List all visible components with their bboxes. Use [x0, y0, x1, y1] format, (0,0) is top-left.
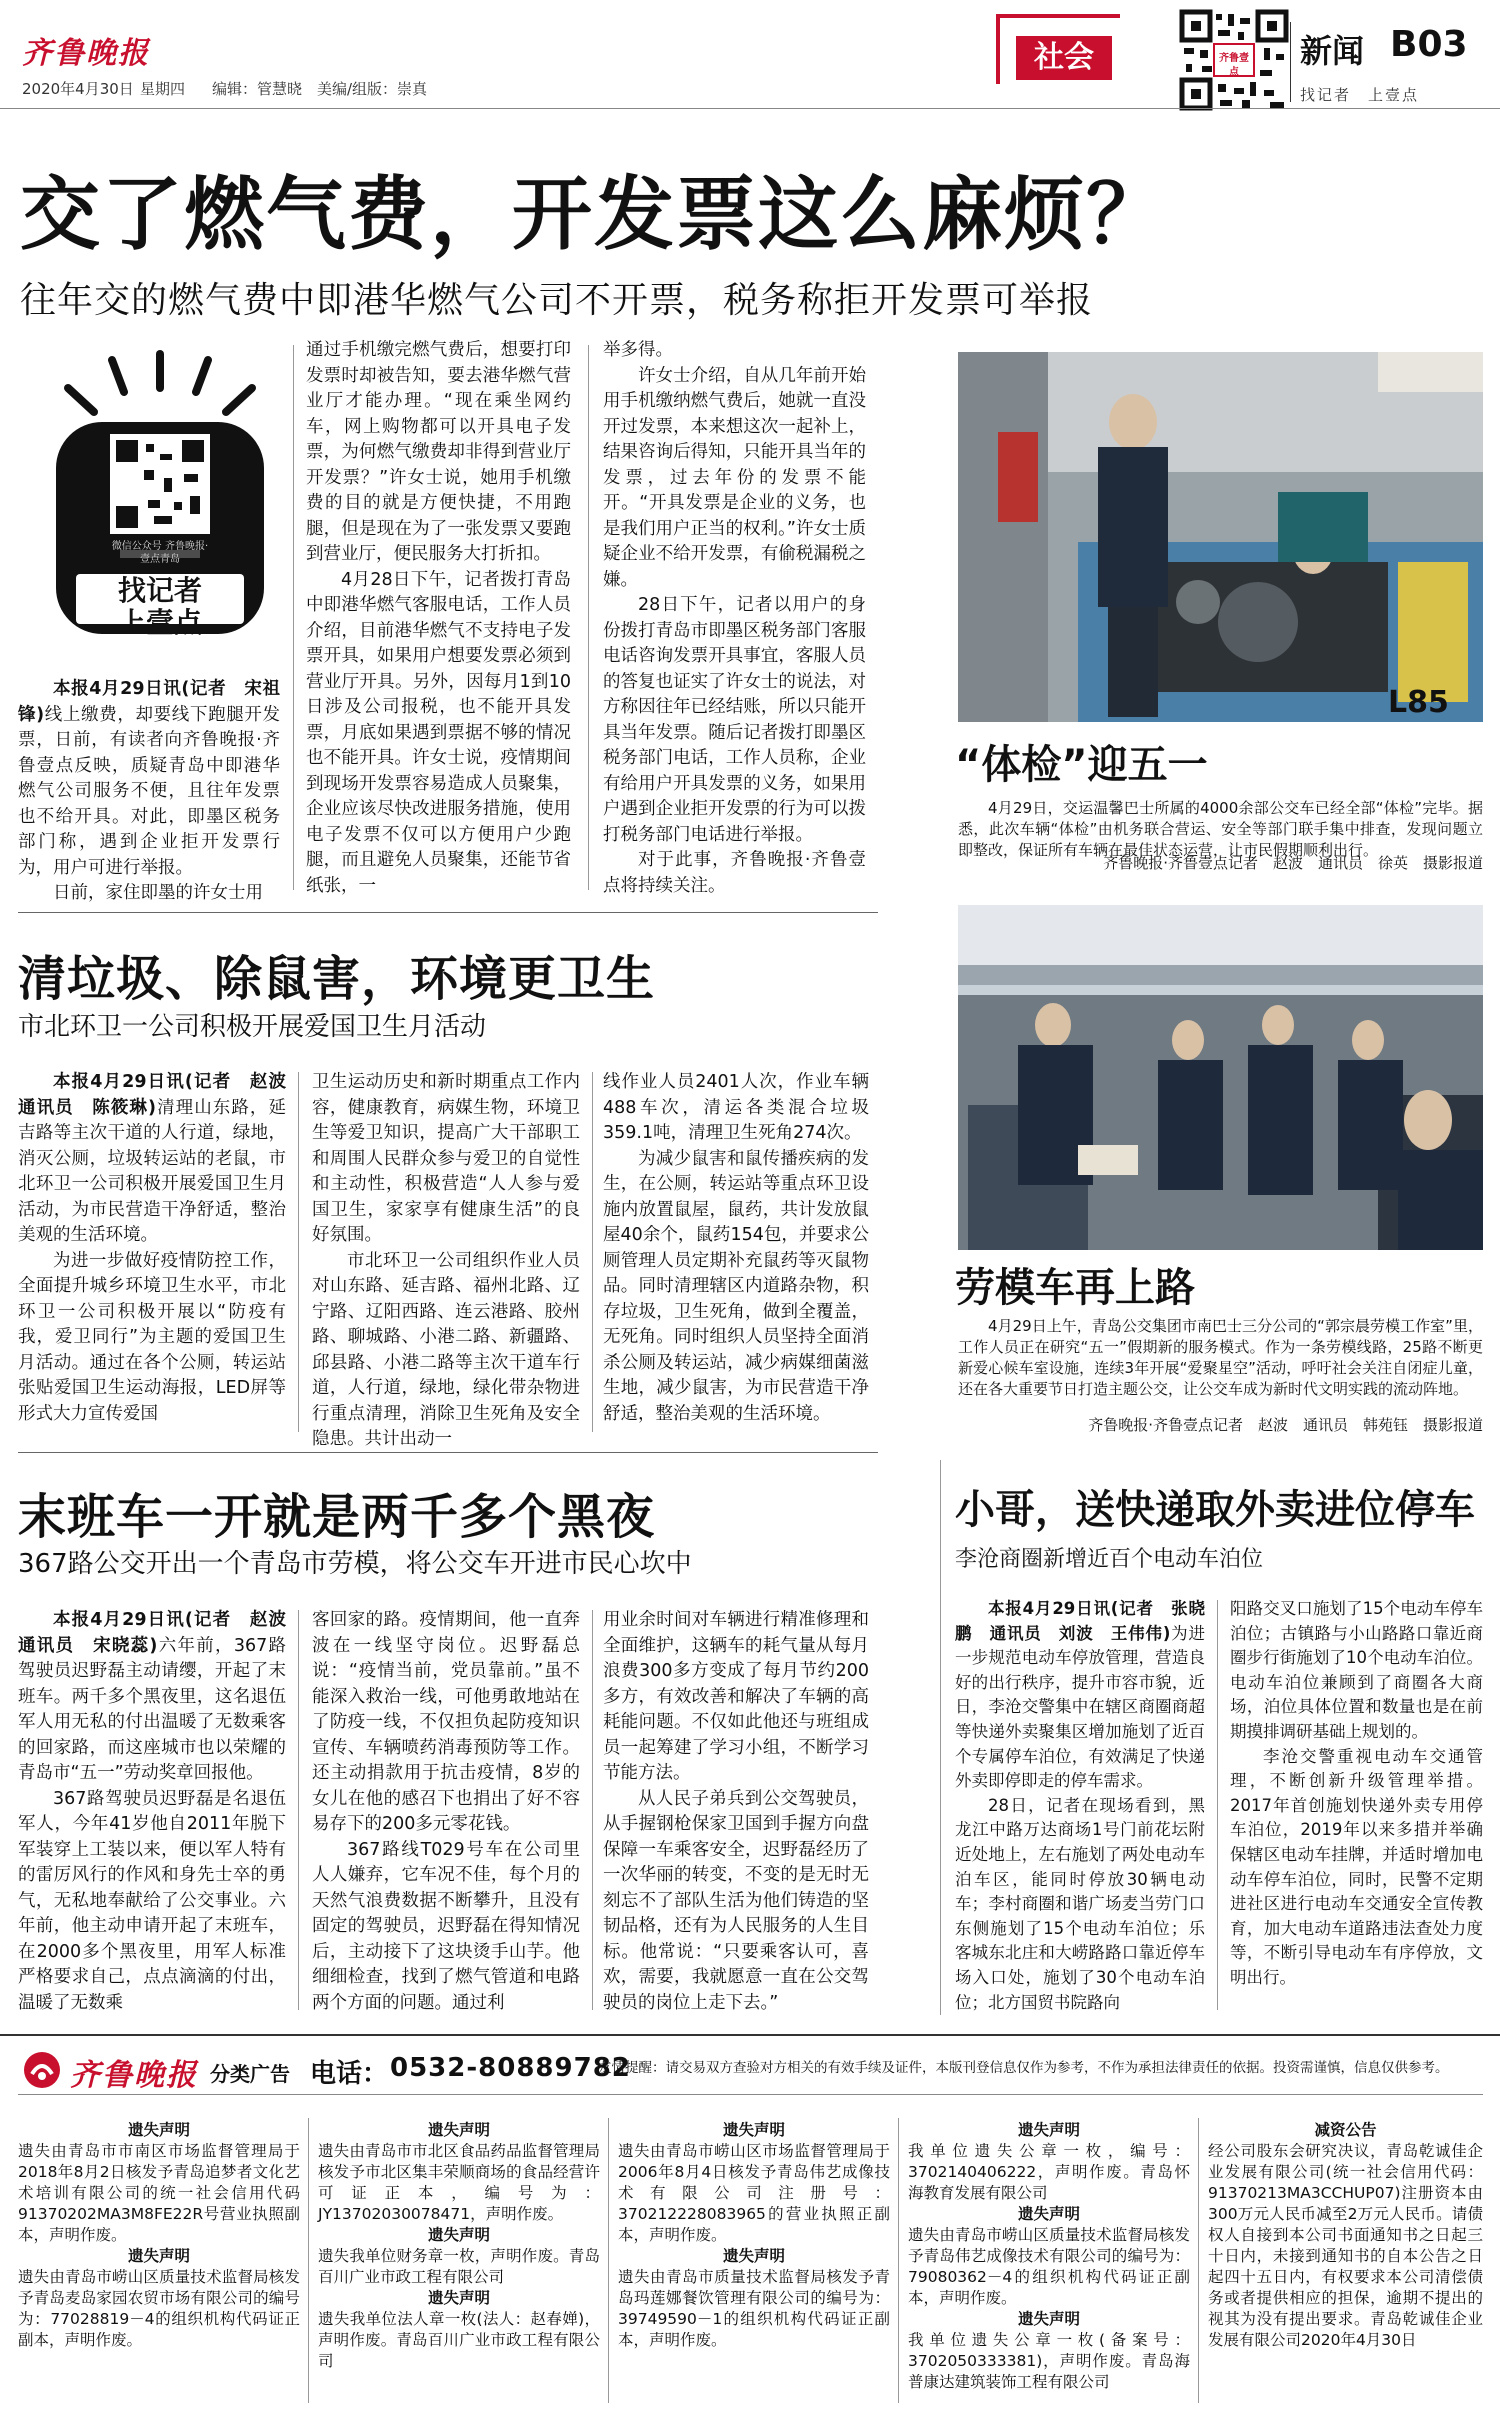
article2-col1-body: 清理山东路，延吉路等主次干道的人行道，绿地，消灭公厕，垃圾转运站的老鼠，市北环卫一公司积极开展爱国卫生月活动，为市民营造干净舒适，整治美观的生活环境。 — [18, 1097, 286, 1245]
qr-badge-line1: 找记者 — [117, 574, 202, 607]
article4-lead: 本报4月29日讯(记者 张晓鹏 通讯员 刘波 王伟伟) — [955, 1599, 1205, 1643]
ad-text: 遗失我单位法人章一枚(法人：赵春婵)，声明作废。青岛百川广业市政工程有限公司 — [318, 2310, 600, 2370]
article3-col1-body: 六年前，367路驾驶员迟野磊主动请缨，开起了末班车。两千多个黑夜里，这名退伍军人用无私的付出温暖了无数乘客的回家路，而这座城市也以荣耀的青岛市“五一”劳动奖章回报他。 — [18, 1635, 286, 1783]
article3-lead: 本报4月29日讯(记者 赵波 通讯员 宋晓蕊) — [18, 1610, 304, 1656]
section-tag: 社会 — [1016, 36, 1112, 80]
ads-disclaimer: 友情提醒：请交易双方查验对方相关的有效手续及证件，本版刊登信息仅作为参考，不作为承担法律责任的依据。投资需谨慎，信息仅供参考。 — [598, 2060, 1449, 2076]
article1-col3-p2: 28日下午，记者以用户的身份拨打青岛市即墨区税务部门客服电话咨询发票开具事宜，客服人员的答复也证实了许女士的说法，对方称因往年已经结账，所以只能开具当年发票。随后记者拨打即墨区税务部门电话，工作人员称，企业有给用户开具发票的义务，如果用户遇到企业拒开发票的行为可以拨打税务部门电话进行举报。 — [603, 595, 866, 845]
ads-header-rule — [18, 2094, 1483, 2095]
article2-lead: 本报4月29日讯(记者 赵波 通讯员 陈筱琳) — [18, 1072, 304, 1118]
ad-text: 我单位遗失公章一枚，编号：3702140406222，声明作废。青岛怀海教育发展有限公司 — [908, 2142, 1190, 2202]
ad-text: 遗失由青岛市市北区食品药品监督管理局核发予市北区集丰荣顺商场的食品经营许可证正本，编号为：JY13702030078471，声明作废。 — [318, 2142, 600, 2223]
article2-col3-p1: 为减少鼠害和鼠传播疾病的发生，在公厕，转运站等重点环卫设施内放置鼠屋，鼠药，共计发放鼠屋40余个，鼠药154包，并要求公厕管理人员定期补充鼠药等灭鼠物品。同时清理辖区内道路杂物，积存垃圾，卫生死角，做到全覆盖，无死角。同时组织人员坚持全面消杀公厕及转运站，减少病媒细菌滋生地，减少鼠害，为市民营造干净舒适，整治美观的生活环境。 — [603, 1148, 869, 1424]
photo1-title: “体检”迎五一 — [955, 742, 1208, 788]
ad-heading: 遗失声明 — [1017, 2310, 1080, 2328]
qr-badge — [40, 350, 280, 650]
issue-date: 2020年4月30日 — [22, 80, 134, 98]
article2-col2-p1: 卫生运动历史和新时期重点工作内容，健康教育，病媒生物，环境卫生等爱卫知识，提高广大干部职工和周围人民群众参与爱卫的自觉性和主动性，积极营造“人人参与爱国卫生，家家享有健康生活”的良好氛围。 — [312, 1072, 580, 1245]
article1-col-divider-1 — [293, 345, 294, 890]
article1-bottom-rule — [18, 912, 878, 913]
ads-column-2 — [318, 2120, 600, 2372]
photo2-title: 劳模车再上路 — [955, 1265, 1195, 1311]
ads-divider-4 — [1198, 2118, 1199, 2403]
ad-text: 遗失我单位财务章一枚，声明作废。青岛百川广业市政工程有限公司 — [318, 2247, 600, 2286]
page-vertical-divider — [940, 1460, 941, 2015]
article4-subhead: 李沧商圈新增近百个电动车泊位 — [955, 1547, 1264, 1572]
article3-column-3 — [603, 1608, 869, 2014]
article3-col-divider-2 — [592, 1610, 593, 2010]
article4-column-1 — [955, 1597, 1205, 2015]
article3-col2-p1: 客回家的路。疫情期间，他一直奔波在一线坚守岗位。迟野磊总说：“疫情当前，党员靠前。”虽不能深入救治一线，可他勇敢地站在了防疫一线，不仅担负起防疫知识宣传、车辆喷药消毒预防等工作。还主动捐款用于抗击疫情，8岁的女儿在他的感召下也捐出了好不容易存下的200多元零花钱。 — [312, 1610, 580, 1834]
ad-heading: 遗失声明 — [722, 2121, 785, 2139]
ads-phone-label: 电话： — [310, 2059, 389, 2089]
page-number: B03 — [1390, 24, 1468, 65]
article1-col2-p1: 通过手机缴完燃气费后，想要打印发票时却被告知，要去港华燃气营业厅才能办理。“现在乘坐网约车，网上购物都可以开具电子发票，为何燃气缴费却非得到营业厅开发票？”许女士说，她用手机缴费的目的就是方便快捷，不用跑腿，但是现在为了一张发票又要跑到营业厅，便民服务大打折扣。 — [306, 340, 571, 564]
article4-col2-p2: 李沧交警重视电动车交通管理，不断创新升级管理举措。2017年首创施划快递外卖专用停车泊位，2019年以来多措并举确保辖区电动车挂牌，并适时增加电动车停车泊位，同时，民警不定期进社区进行电动车交通安全宣传教育，加大电动车道路违法查处力度等，不断引导电动车有序停放，文明出行。 — [1230, 1746, 1483, 1987]
article1-headline: 交了燃气费，开发票这么麻烦？ — [20, 168, 1168, 261]
article1-col-divider-2 — [588, 345, 589, 890]
article3-col3-p1: 用业余时间对车辆进行精准修理和全面维护，这辆车的耗气量从每月浪费300多方变成了每月节约200多方，有效改善和解决了车辆的高耗能问题。不仅如此他还与班组成员一起筹建了学习小组，不断学习节能方法。 — [603, 1610, 869, 1783]
article4-headline: 小哥，送快递取外卖进位停车 — [955, 1487, 1475, 1533]
article2-column-2 — [312, 1070, 580, 1449]
article3-column-1 — [18, 1608, 304, 2014]
article2-col1-p2: 为进一步做好疫情防控工作，全面提升城乡环境卫生水平，市北环卫一公司积极开展以“防疫有我，爱卫同行”为主题的爱国卫生月活动。通过在各个公厕，转运站张贴爱国卫生运动海报，LED屏等形式大力宣传爱国 — [18, 1250, 286, 1424]
newspaper-logo: 齐鲁晚报 — [22, 36, 150, 71]
qr-center-label: 齐鲁壹点 — [1219, 53, 1249, 78]
ads-top-rule — [0, 2034, 1500, 2036]
ads-divider-3 — [898, 2118, 899, 2403]
ad-heading: 遗失声明 — [1017, 2205, 1080, 2223]
article3-headline: 末班车一开就是两千多个黑夜 — [18, 1489, 656, 1545]
photo-bus-inspection — [958, 352, 1483, 722]
article3-col1-p2: 367路驾驶员迟野磊是名退伍军人，今年41岁他自2011年脱下军装穿上工装以来，便以军人特有的雷厉风行的作风和身先士卒的勇气，无私地奉献给了公交事业。六年前，他主动申请开起了末班车，在2000多个黑夜里，用军人标准严格要求自己，点点滴滴的付出，温暖了无数乘 — [18, 1788, 286, 2013]
masthead-qr-code — [1180, 10, 1288, 110]
article3-col2-p2: 367路线T029号车在公司里人人嫌弃，它车况不佳，每个月的天然气浪费数据不断攀升，且没有固定的驾驶员，迟野磊在得知情况后，主动接下了这块烫手山芋。他细细检查，找到了燃气管道和电路两个方面的问题。通过利 — [312, 1839, 580, 2013]
article1-col3-p3: 对于此事，齐鲁晚报·齐鲁壹点将持续关注。 — [603, 850, 866, 896]
ads-section-label: 分类广告 — [210, 2062, 290, 2086]
article3-col-divider-1 — [298, 1610, 299, 2010]
article1-column-3 — [603, 338, 866, 896]
ads-brand-logo: 齐鲁晚报 — [70, 2058, 198, 2093]
article1-col1-tail: 日前，家住即墨的许女士用 — [53, 883, 263, 903]
qr-badge-line2: 上壹点 — [117, 606, 202, 639]
ad-text: 遗失由青岛市崂山区市场监督管理局于2006年8月4日核发予青岛伟艺成像技术有限公司注册号：370212228083965的营业执照正副本，声明作废。 — [618, 2142, 890, 2244]
photo1-credit: 齐鲁晚报·齐鲁壹点记者 赵波 通讯员 徐英 摄影报道 — [1103, 854, 1483, 872]
ad-text: 我单位遗失公章一枚(备案号：3702050333381)，声明作废。青岛海普康达建筑装饰工程有限公司 — [908, 2331, 1190, 2391]
ads-divider-1 — [308, 2118, 309, 2403]
photo1-bus-plate: L85 — [1388, 685, 1449, 720]
article2-bottom-rule — [18, 1452, 878, 1453]
article4-col1-body: 为进一步规范电动车停放管理，营造良好的出行秩序，提升市容市貌，近日，李沧交警集中在辖区商圈商超等快递外卖聚集区增加施划了近百个专属停车泊位，有效满足了快递外卖即停即走的停车需求。 — [955, 1623, 1205, 1791]
article3-col3-p2: 从人民子弟兵到公交驾驶员，从手握钢枪保家卫国到手握方向盘保障一车乘客安全，迟野磊经历了一次华丽的转变，不变的是无时无刻忘不了部队生活为他们铸造的坚韧品格，还有为人民服务的人生目标。他常说：“只要乘客认可，喜欢，需要，我就愿意一直在公交驾驶员的岗位上走下去。” — [603, 1788, 869, 2013]
ad-heading: 遗失声明 — [427, 2121, 490, 2139]
masthead-slogan: 找记者 上壹点 — [1300, 86, 1420, 104]
article1-col1-body: 线上缴费，却要线下跑腿开发票，日前，有读者向齐鲁晚报·齐鲁壹点反映，质疑青岛中即港华燃气公司服务不便，且往年发票也不给开具。对此，即墨区税务部门称，遇到企业拒开发票行为，用户可进行举报。 — [18, 704, 281, 878]
article2-col2-p2: 市北环卫一公司组织作业人员对山东路、延吉路、福州北路、辽宁路、辽阳西路、连云港路、胶州路、聊城路、小港二路、新疆路、邱县路、小港二路等主次干道车行道，人行道，绿地，绿化带杂物进行重点清理，消除卫生死角及安全隐患。共计出动一 — [312, 1250, 580, 1449]
ad-heading: 减资公告 — [1314, 2121, 1377, 2139]
ads-phone-number: 0532-80889782 — [390, 2053, 631, 2083]
article2-col-divider-1 — [298, 1072, 299, 1432]
ad-text: 经公司股东会研究决议，青岛乾诚佳企业发展有限公司(统一社会信用代码：91370213MA3CCHUP07)注册资本由300万元人民币减至2万元人民币。请债权人自接到本公司书面通知书之日起三十日内，未接到通知书的自本公告之日起四十五日内，有权要求本公司清偿债务或者提供相应的担保，逾期不提出的视其为没有提出要求。青岛乾诚佳企业发展有限公司2020年4月30日 — [1208, 2142, 1483, 2349]
ads-column-4 — [908, 2120, 1190, 2393]
ad-heading: 遗失声明 — [127, 2121, 190, 2139]
article1-column-1 — [18, 677, 281, 903]
ad-text: 遗失由青岛市崂山区质量技术监督局核发予青岛麦岛家园农贸市场有限公司的编号为：77028819－4的组织机构代码证正副本，声明作废。 — [18, 2268, 300, 2349]
photo-model-worker-bus — [958, 905, 1483, 1250]
article4-col1-p2: 28日，记者在现场看到，黑龙江中路万达商场1号门前花坛附近处地上，左右施划了两处电动车泊车区，能同时停放30辆电动车；李村商圈和谐广场麦当劳门口东侧施划了15个电动车泊位；乐客城东北庄和大崂路路口靠近停车场入口处，施划了30个电动车泊位；北方国贸书院路向 — [955, 1795, 1205, 2012]
ads-column-3 — [618, 2120, 890, 2351]
masthead-divider — [1290, 22, 1291, 102]
ads-logo-mark — [22, 2050, 62, 2090]
article2-col-divider-2 — [592, 1072, 593, 1432]
issue-weekday: 星期四 — [140, 80, 186, 98]
ad-heading: 遗失声明 — [427, 2226, 490, 2244]
article1-column-2 — [306, 338, 571, 896]
article2-column-1 — [18, 1070, 304, 1434]
ad-text: 遗失由青岛市崂山区质量技术监督局核发予青岛伟艺成像技术有限公司的编号为：79080362－4的组织机构代码证正副本，声明作废。 — [908, 2226, 1190, 2307]
article2-subhead: 市北环卫一公司积极开展爱国卫生月活动 — [18, 1012, 487, 1042]
ad-text: 遗失由青岛市质量技术监督局核发予青岛玛莲娜餐饮管理有限公司的编号为：39749590－1的组织机构代码证正副本，声明作废。 — [618, 2268, 890, 2349]
article1-col3-p1: 许女士介绍，自从几年前开始用手机缴纳燃气费后，她就一直没开过发票，本来想这次一起补上，结果咨询后得知，只能开具当年的发票，过去年份的发票不能开。“开具发票是企业的义务，也是我们用户正当的权利。”许女士质疑企业不给开发票，有偷税漏税之嫌。 — [603, 365, 866, 590]
photo1-caption: 4月29日，交运温馨巴士所属的4000余部公交车已经全部“体检”完毕。据悉，此次车辆“体检”由机务联合营运、安全等部门联手集中排查，发现问题立即整改，保证所有车辆在最佳状态运营，让市民假期顺利出行。 — [958, 799, 1483, 859]
qr-badge-small-caption: 微信公众号 齐鲁晚报·壹点青岛 — [111, 541, 209, 565]
ad-heading: 遗失声明 — [127, 2247, 190, 2265]
article1-col2-p2: 4月28日下午，记者拨打青岛中即港华燃气客服电话，工作人员介绍，目前港华燃气不支持电子发票开具，如果用户想要发票必须到营业厅开具。另外，因每月1到10日涉及公司报税，也不能开具发票，月底如果遇到票据不够的情况也不能开具。许女士说，疫情期间到现场开发票容易造成人员聚集，企业应该尽快改进服务措施，使用电子发票不仅可以方便用户少跑腿，而且避免人员聚集，还能节省纸张，一 — [306, 569, 571, 896]
article3-column-2 — [312, 1608, 580, 2014]
article2-column-3 — [603, 1070, 869, 1434]
article2-col3-p0: 线作业人员2401人次，作业车辆488车次，清运各类混合垃圾359.1吨，清理卫生死角274次。 — [603, 1072, 869, 1143]
ads-divider-2 — [608, 2118, 609, 2403]
photo2-caption: 4月29日上午，青岛公交集团市南巴士三分公司的“郭宗晨劳模工作室”里，工作人员正在研究“五一”假期新的服务模式。作为一条劳模线路，25路不断更新爱心候车室设施，连续3年开展“爱聚星空”活动，呼吁社会关注自闭症儿童，还在各大重要节日打造主题公交，让公交车成为新时代文明实践的流动阵地。 — [958, 1317, 1483, 1398]
masthead-rule — [0, 108, 1500, 109]
ads-column-5 — [1208, 2120, 1483, 2351]
ad-heading: 遗失声明 — [427, 2289, 490, 2307]
ads-column-1 — [18, 2120, 300, 2351]
editor-credits: 编辑：管慧晓 美编/组版：崇真 — [212, 80, 428, 98]
article4-col-divider — [1217, 1600, 1218, 2010]
article1-subhead: 往年交的燃气费中即港华燃气公司不开票，税务称拒开发票可举报 — [20, 280, 1094, 321]
news-label: 新闻 — [1300, 32, 1365, 70]
photo2-credit: 齐鲁晚报·齐鲁壹点记者 赵波 通讯员 韩苑钰 摄影报道 — [1088, 1416, 1483, 1434]
ad-heading: 遗失声明 — [1017, 2121, 1080, 2139]
article4-col2-p1: 阳路交叉口施划了15个电动车停车泊位；古镇路与小山路路口靠近商圈步行街施划了10个电动车泊位。电动车泊位兼顾到了商圈各大商场，泊位具体位置和数量也是在前期摸排调研基础上规划的。 — [1230, 1599, 1483, 1741]
ad-heading: 遗失声明 — [722, 2247, 785, 2265]
article1-col3-p0: 举多得。 — [603, 340, 673, 360]
article1-lead: 本报4月29日讯(记者 宋祖锋) — [18, 679, 280, 725]
article3-subhead: 367路公交开出一个青岛市劳模，将公交车开进市民心坎中 — [18, 1549, 692, 1579]
article4-column-2 — [1230, 1597, 1483, 2015]
article2-headline: 清垃圾、除鼠害，环境更卫生 — [18, 951, 656, 1007]
ad-text: 遗失由青岛市市南区市场监督管理局于2018年8月2日核发予青岛追梦者文化艺术培训有限公司的统一社会信用代码91370202MA3M8FE22R号营业执照副本，声明作废。 — [18, 2142, 300, 2244]
